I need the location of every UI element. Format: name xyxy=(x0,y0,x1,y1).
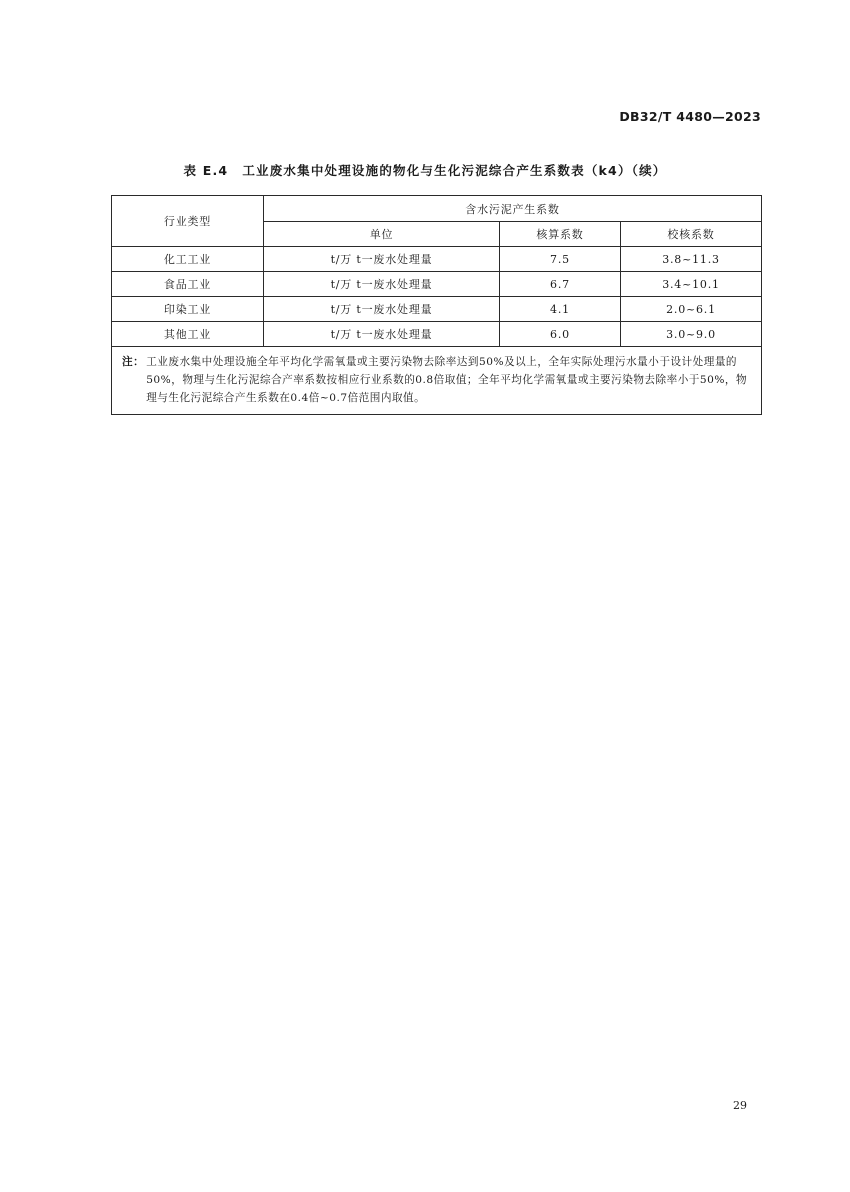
table-title-text: 工业废水集中处理设施的物化与生化污泥综合产生系数表（k4）（续） xyxy=(242,163,667,178)
cell-accounting: 4.1 xyxy=(500,297,621,322)
table-title xyxy=(0,161,850,179)
note-text: 工业废水集中处理设施全年平均化学需氧量或主要污染物去除率达到50%及以上，全年实际处理污水量小于设计处理量的50%，物理与生化污泥综合产率系数按相应行业系数的0.8倍取值；全年平均化学需氧量或主要污染物去除率小于50%，物理与生化污泥综合产生系数在0.4倍~0.7倍范围内取值。 xyxy=(146,356,748,404)
cell-check: 3.8~11.3 xyxy=(621,247,762,272)
document-code: DB32/T 4480—2023 xyxy=(619,109,761,124)
cell-check: 3.4~10.1 xyxy=(621,272,762,297)
cell-industry: 食品工业 xyxy=(112,272,264,297)
table-row xyxy=(112,247,762,272)
cell-unit: t/万 t一废水处理量 xyxy=(264,297,500,322)
cell-check: 3.0~9.0 xyxy=(621,322,762,347)
cell-unit: t/万 t一废水处理量 xyxy=(264,272,500,297)
table-row xyxy=(112,272,762,297)
table-note-row xyxy=(112,347,762,415)
cell-industry: 化工工业 xyxy=(112,247,264,272)
cell-check: 2.0~6.1 xyxy=(621,297,762,322)
note-label: 注： xyxy=(122,356,145,368)
cell-accounting: 7.5 xyxy=(500,247,621,272)
table-row xyxy=(112,297,762,322)
cell-accounting: 6.7 xyxy=(500,272,621,297)
cell-accounting: 6.0 xyxy=(500,322,621,347)
cell-industry: 印染工业 xyxy=(112,297,264,322)
header-check-coefficient: 校核系数 xyxy=(621,222,762,247)
coefficient-table xyxy=(111,195,762,415)
table-row xyxy=(112,322,762,347)
header-industry-type: 行业类型 xyxy=(112,196,264,247)
header-accounting-coefficient: 核算系数 xyxy=(500,222,621,247)
table-title-label: 表 E.4 xyxy=(183,163,229,178)
header-unit: 单位 xyxy=(264,222,500,247)
cell-unit: t/万 t一废水处理量 xyxy=(264,322,500,347)
header-sludge-coefficient-group: 含水污泥产生系数 xyxy=(264,196,762,222)
page-number: 29 xyxy=(733,1099,747,1112)
table-note xyxy=(112,347,762,415)
table-header-row xyxy=(112,196,762,222)
cell-unit: t/万 t一废水处理量 xyxy=(264,247,500,272)
cell-industry: 其他工业 xyxy=(112,322,264,347)
